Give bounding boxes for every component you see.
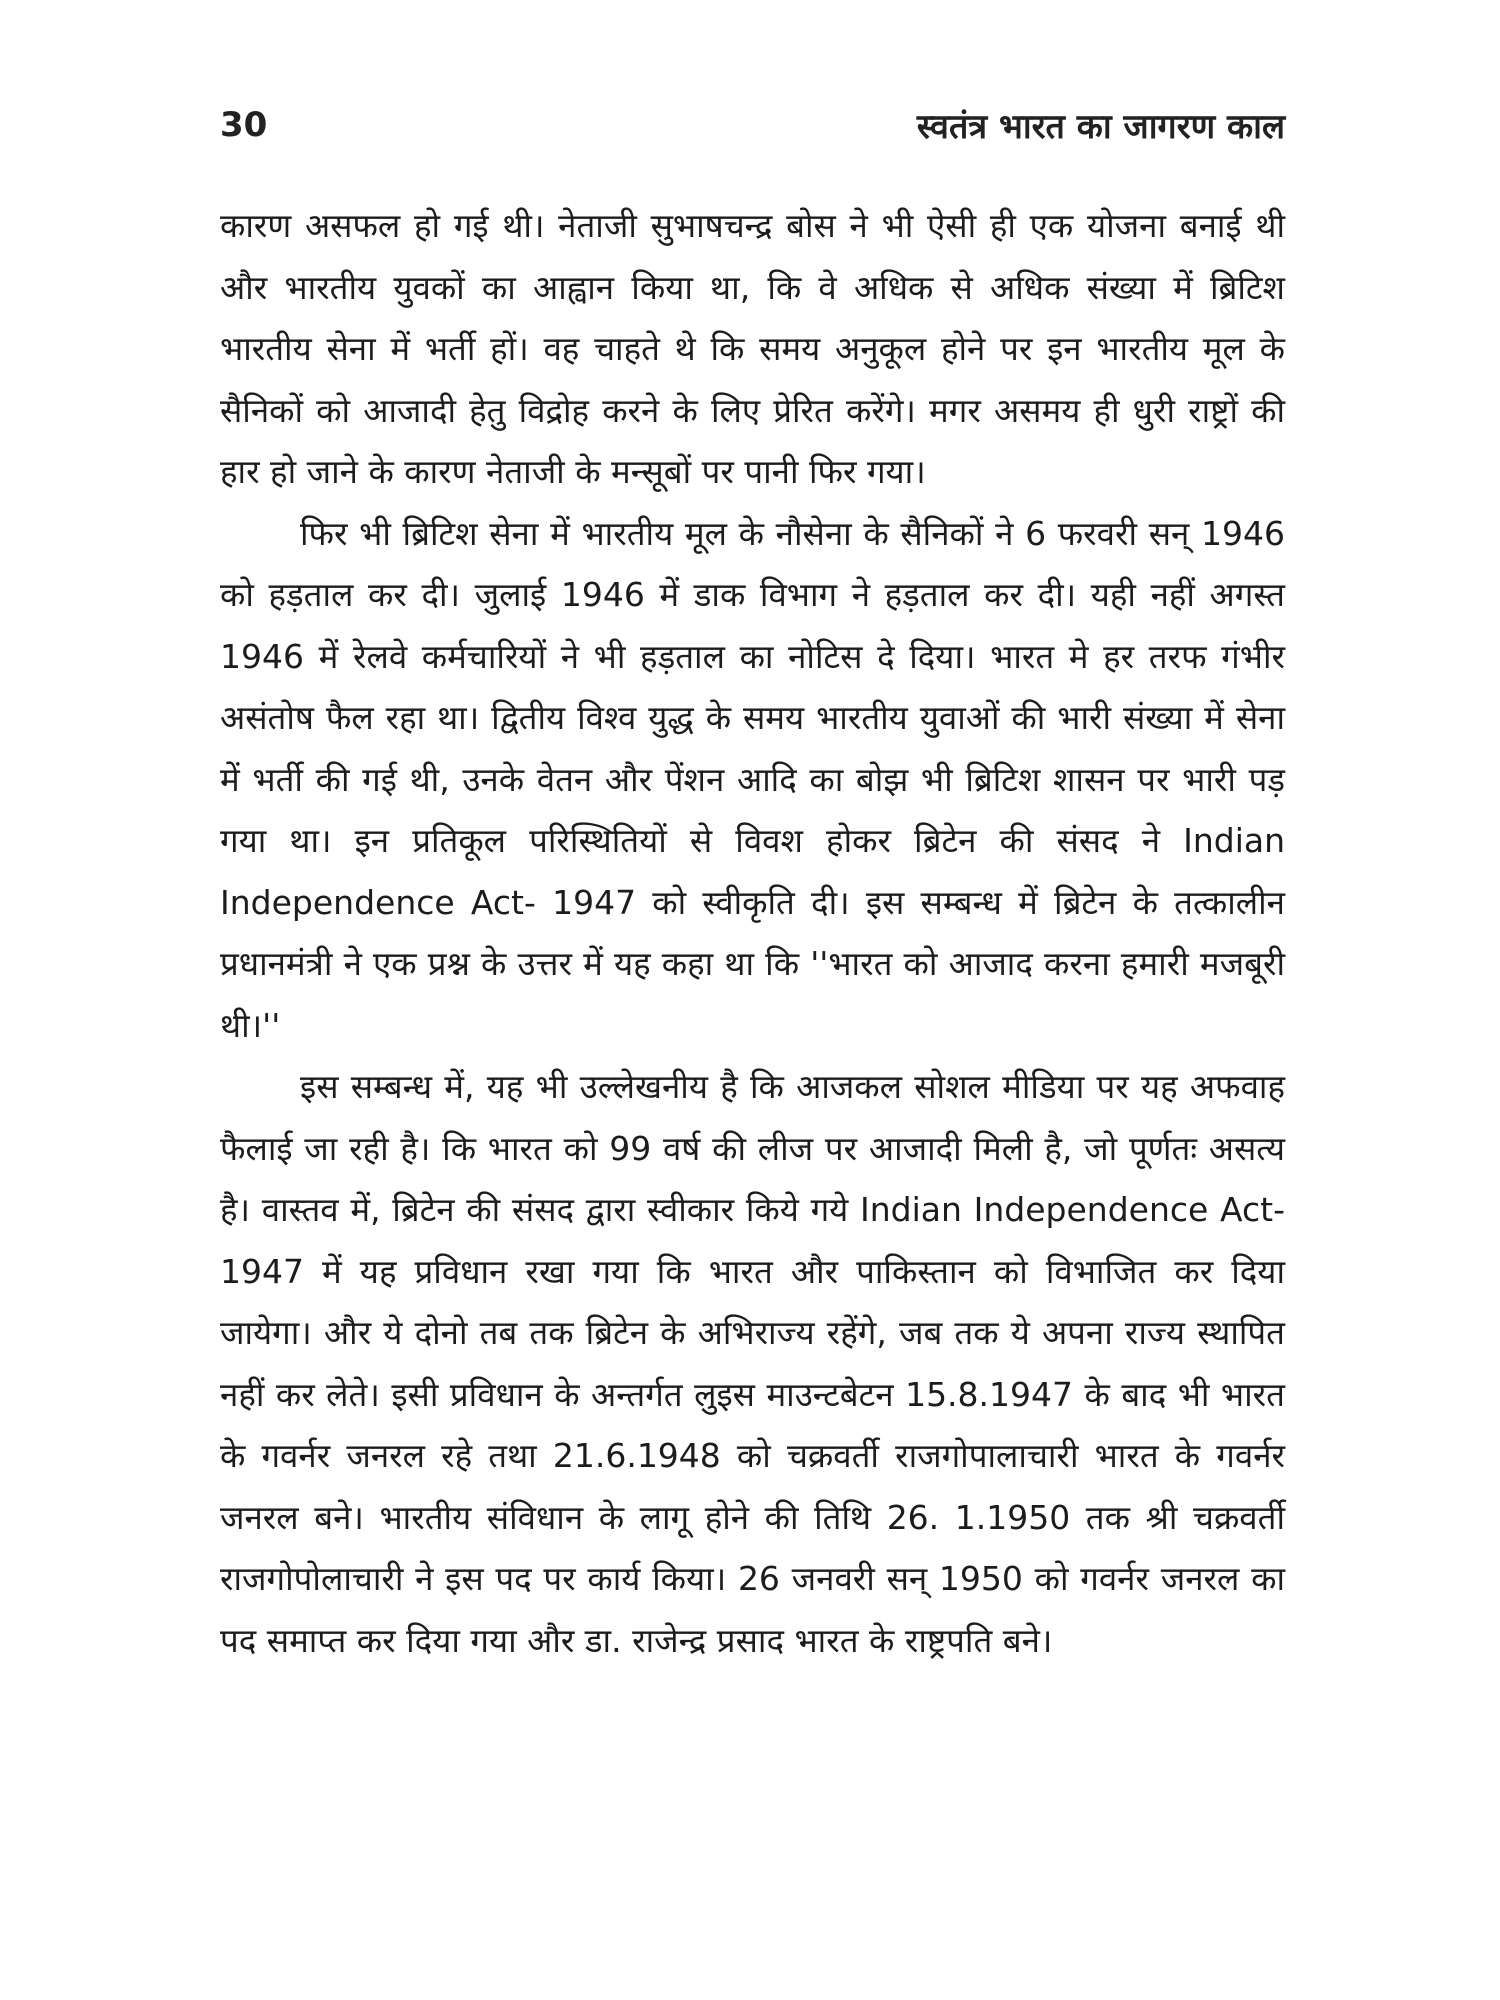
- body-text: [220, 195, 1285, 1671]
- page-number: 30: [220, 105, 268, 145]
- paragraph: फिर भी ब्रिटिश सेना में भारतीय मूल के नौसेना के सैनिकों ने 6 फरवरी सन् 1946 को हड़ताल कर दी। जुलाई 1946 में डाक विभाग ने हड़ताल कर दी। यही नहीं अगस्त 1946 में रेलवे कर्मचारियों ने भी हड़ताल का नोटिस दे दिया। भारत मे हर तरफ गंभीर असंतोष फैल रहा था। द्वितीय विश्व युद्ध के समय भारतीय युवाओं की भारी संख्या में सेना में भर्ती की गई थी, उनके वेतन और पेंशन आदि का बोझ भी ब्रिटिश शासन पर भारी पड़ गया था। इन प्रतिकूल परिस्थितियों से विवश होकर ब्रिटेन की संसद ने Indian Independence Act- 1947 को स्वीकृति दी। इस सम्बन्ध में ब्रिटेन के तत्कालीन प्रधानमंत्री ने एक प्रश्न के उत्तर में यह कहा था कि ''भारत को आजाद करना हमारी मजबूरी थी।'': [220, 513, 1285, 1045]
- running-title: स्वतंत्र भारत का जागरण काल: [916, 107, 1285, 147]
- page-header: [220, 100, 1285, 150]
- paragraph: इस सम्बन्ध में, यह भी उल्लेखनीय है कि आजकल सोशल मीडिया पर यह अफवाह फैलाई जा रही है। कि भारत को 99 वर्ष की लीज पर आजादी मिली है, जो पूर्णतः असत्य है। वास्तव में, ब्रिटेन की संसद द्वारा स्वीकार किये गये Indian Independence Act- 1947 में यह प्रविधान रखा गया कि भारत और पाकिस्तान को विभाजित कर दिया जायेगा। और ये दोनो तब तक ब्रिटेन के अभिराज्य रहेंगे, जब तक ये अपना राज्य स्थापित नहीं कर लेते। इसी प्रविधान के अन्तर्गत लुइस माउन्टबेटन 15.8.1947 के बाद भी भारत के गवर्नर जनरल रहे तथा 21.6.1948 को चक्रवर्ती राजगोपालाचारी भारत के गवर्नर जनरल बने। भारतीय संविधान के लागू होने की तिथि 26. 1.1950 तक श्री चक्रवर्ती राजगोपोलाचारी ने इस पद पर कार्य किया। 26 जनवरी सन् 1950 को गवर्नर जनरल का पद समाप्त कर दिया गया और डा. राजेन्द्र प्रसाद भारत के राष्ट्रपति बने।: [220, 1067, 1285, 1660]
- paragraph: कारण असफल हो गई थी। नेताजी सुभाषचन्द्र बोस ने भी ऐसी ही एक योजना बनाई थी और भारतीय युवकों का आह्वान किया था, कि वे अधिक से अधिक संख्या में ब्रिटिश भारतीय सेना में भर्ती हों। वह चाहते थे कि समय अनुकूल होने पर इन भारतीय मूल के सैनिकों को आजादी हेतु विद्रोह करने के लिए प्रेरित करेंगे। मगर असमय ही धुरी राष्ट्रों की हार हो जाने के कारण नेताजी के मन्सूबों पर पानी फिर गया।: [220, 206, 1285, 491]
